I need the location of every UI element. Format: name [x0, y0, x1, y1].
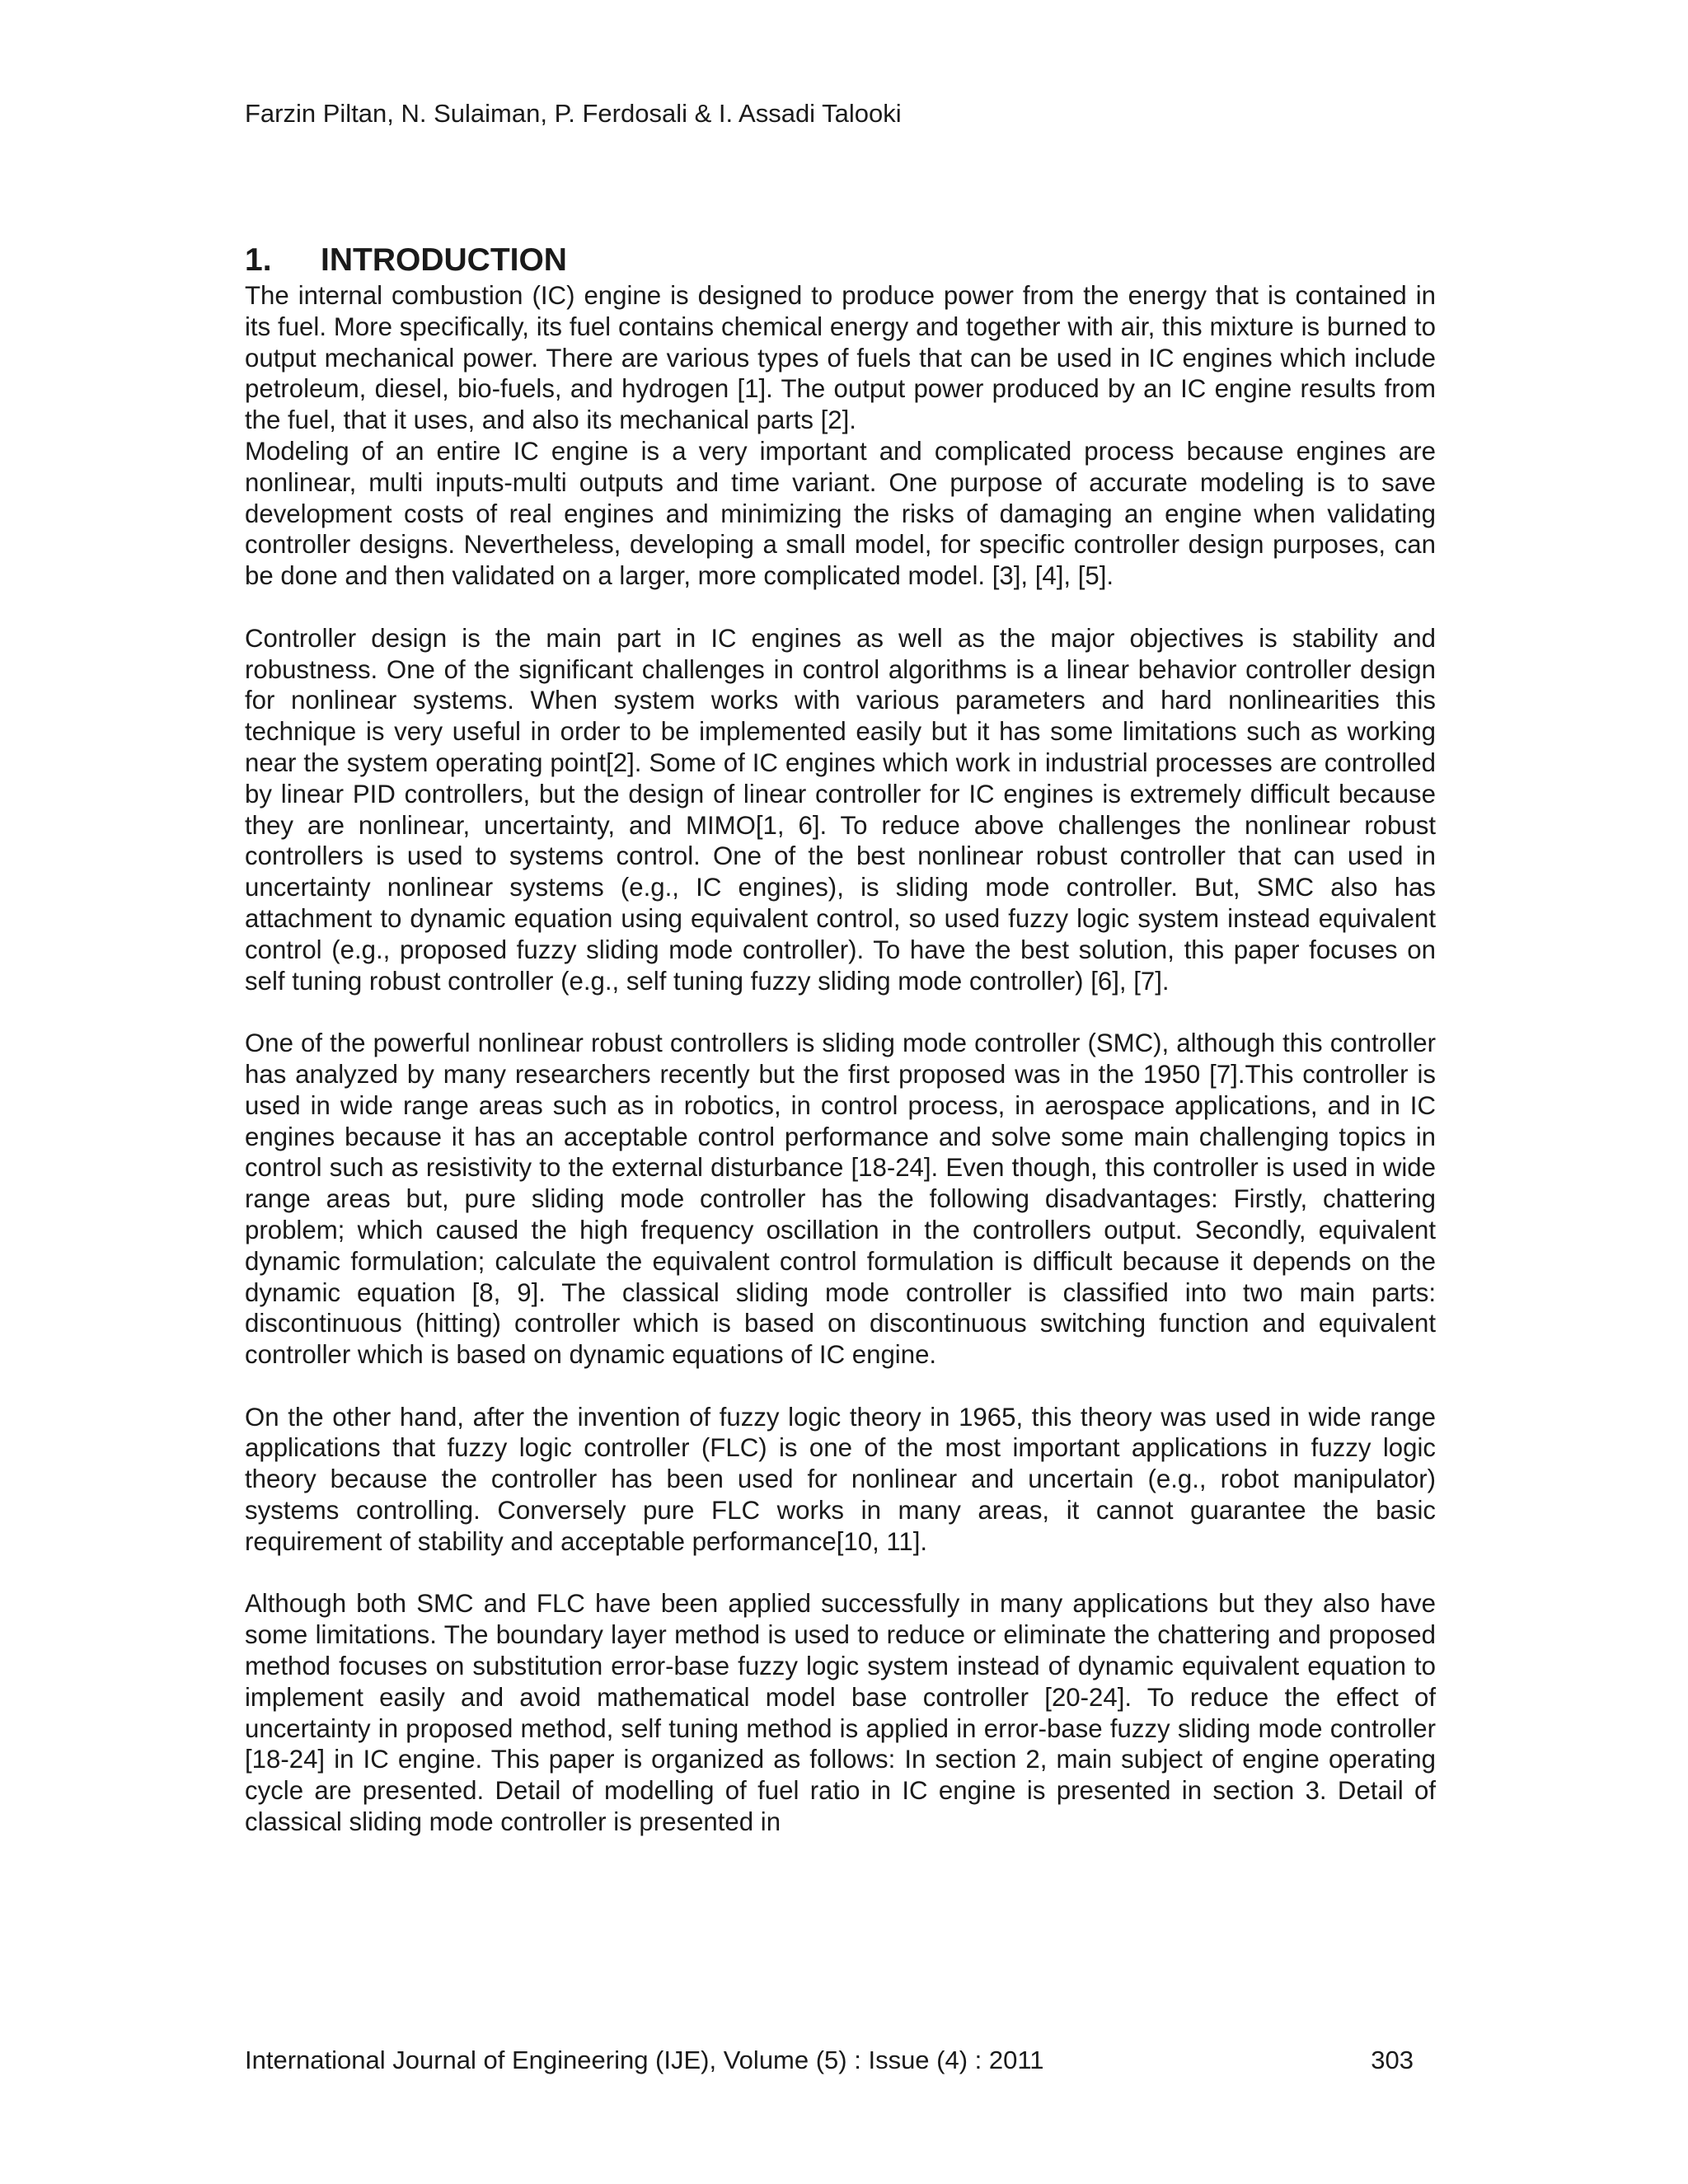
section-title: INTRODUCTION — [321, 242, 567, 278]
paragraph-modeling: Modeling of an entire IC engine is a very important and complicated process because engines are nonlinear, multi inputs-multi outputs and time variant. One purpose of accurate modeling is to save development costs of real engines and minimizing the risks of damaging an engine when validating controller designs. Nevertheless, developing a small model, for specific controller design purposes, can be done and then validated on a larger, more complicated model. [3], [4], [5]. — [245, 436, 1436, 591]
footer-page-number: 303 — [1371, 2046, 1414, 2074]
body-text — [245, 280, 1436, 1838]
paragraph-fuzzy-logic: On the other hand, after the invention of fuzzy logic theory in 1965, this theory was used in wide range applications that fuzzy logic controller (FLC) is one of the most important applications in fuzzy logic theory because the controller has been used for nonlinear and uncertain (e.g., robot manipulator) systems controlling. Conversely pure FLC works in many areas, it cannot guarantee the basic requirement of stability and acceptable performance[10, 11]. — [245, 1402, 1436, 1556]
footer-journal: International Journal of Engineering (IJE), Volume (5) : Issue (4) : 2011 — [245, 2046, 1044, 2074]
paragraph-controller-design: Controller design is the main part in IC engines as well as the major objectives is stability and robustness. One of the significant challenges in control algorithms is a linear behavior controller design for nonlinear systems. When system works with various parameters and hard nonlinearities this technique is very useful in order to be implemented easily but it has some limitations such as working near the system operating point[2]. Some of IC engines which work in industrial processes are controlled by linear PID controllers, but the design of linear controller for IC engines is extremely difficult because they are nonlinear, uncertainty, and MIMO[1, 6]. To reduce above challenges the nonlinear robust controllers is used to systems control. One of the best nonlinear robust controller that can used in uncertainty nonlinear systems (e.g., IC engines), is sliding mode controller. But, SMC also has attachment to dynamic equation using equivalent control, so used fuzzy logic system instead equivalent control (e.g., proposed fuzzy sliding mode controller). To have the best solution, this paper focuses on self tuning robust controller (e.g., self tuning fuzzy sliding mode controller) [6], [7]. — [245, 623, 1436, 996]
section-heading — [245, 241, 567, 280]
paragraph-ic-engine-intro: The internal combustion (IC) engine is designed to produce power from the energy that is contained in its fuel. More specifically, its fuel contains chemical energy and together with air, this mixture is burned to output mechanical power. There are various types of fuels that can be used in IC engines which include petroleum, diesel, bio-fuels, and hydrogen [1]. The output power produced by an IC engine results from the fuel, that it uses, and also its mechanical parts [2]. — [245, 281, 1436, 435]
section-number: 1. — [245, 242, 272, 278]
paragraph-smc-flc-limitations: Although both SMC and FLC have been applied successfully in many applications but they also have some limitations. The boundary layer method is used to reduce or eliminate the chattering and proposed method focuses on substitution error-base fuzzy logic system instead of dynamic equivalent equation to implement easily and avoid mathematical model base controller [20-24]. To reduce the effect of uncertainty in proposed method, self tuning method is applied in error-base fuzzy sliding mode controller [18-24] in IC engine. This paper is organized as follows: In section 2, main subject of engine operating cycle are presented. Detail of modelling of fuel ratio in IC engine is presented in section 3. Detail of classical sliding mode controller is presented in — [245, 1589, 1436, 1837]
paragraph-smc: One of the powerful nonlinear robust controllers is sliding mode controller (SMC), although this controller has analyzed by many researchers recently but the first proposed was in the 1950 [7].This controller is used in wide range areas such as in robotics, in control process, in aerospace applications, and in IC engines because it has an acceptable control performance and solve some main challenging topics in control such as resistivity to the external disturbance [18-24]. Even though, this controller is used in wide range areas but, pure sliding mode controller has the following disadvantages: Firstly, chattering problem; which caused the high frequency oscillation in the controllers output. Secondly, equivalent dynamic formulation; calculate the equivalent control formulation is difficult because it depends on the dynamic equation [8, 9]. The classical sliding mode controller is classified into two main parts: discontinuous (hitting) controller which is based on discontinuous switching function and equivalent controller which is based on dynamic equations of IC engine. — [245, 1029, 1436, 1370]
running-header-authors: Farzin Piltan, N. Sulaiman, P. Ferdosali & I. Assadi Talooki — [245, 99, 902, 128]
